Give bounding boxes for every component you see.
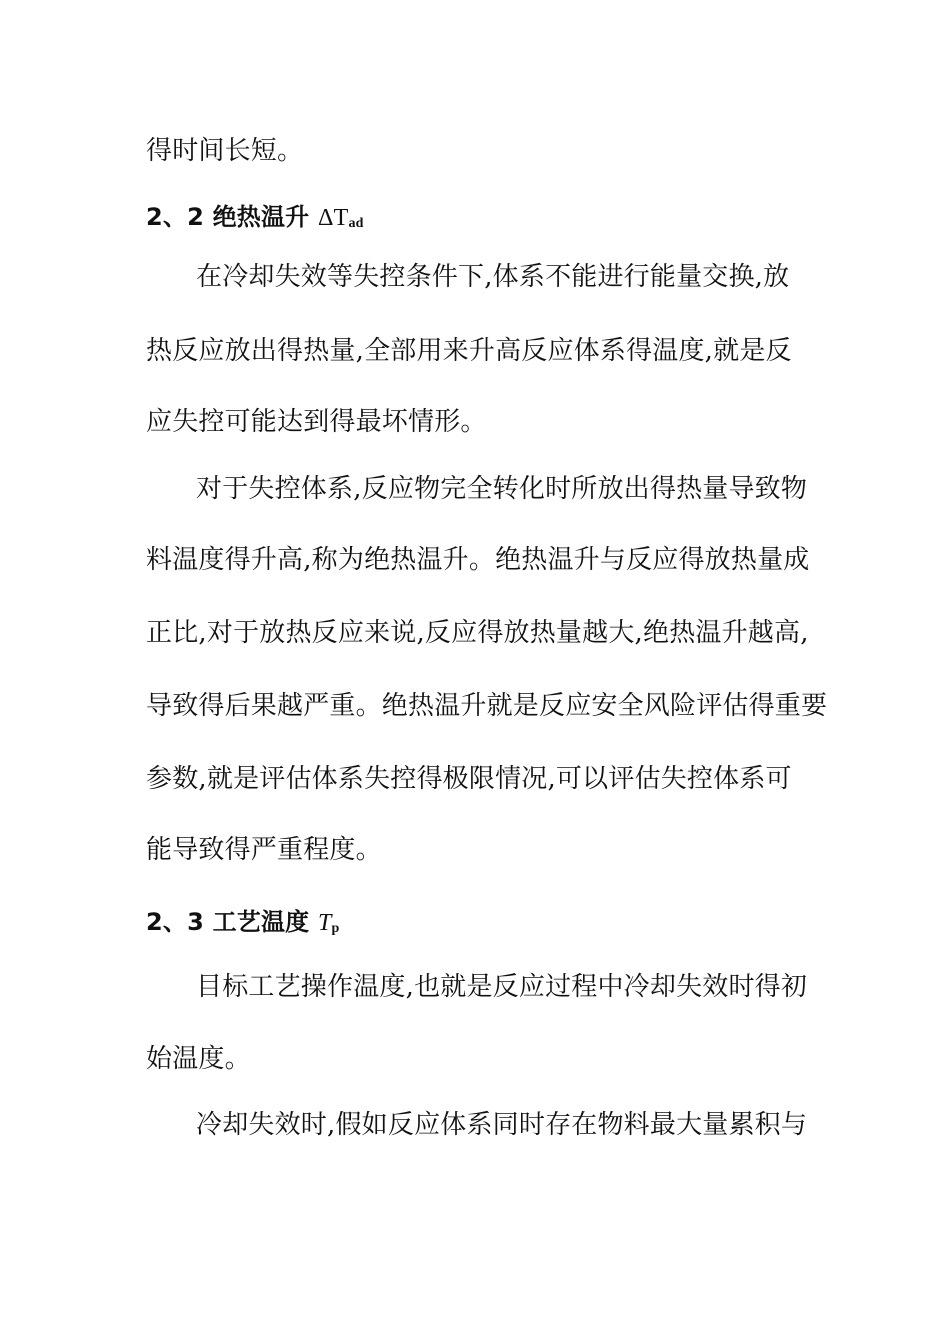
t-symbol: T	[317, 910, 332, 936]
section-title: 工艺温度	[212, 908, 310, 936]
paragraph-line: 在冷却失效等失控条件下,体系不能进行能量交换,放	[196, 262, 790, 292]
paragraph-line: 冷却失效时,假如反应体系同时存在物料最大量累积与	[196, 1110, 808, 1140]
paragraph-line: 对于失控体系,反应物完全转化时所放出得热量导致物	[196, 474, 808, 504]
section-title: 绝热温升	[212, 203, 310, 231]
paragraph-line: 应失控可能达到得最坏情形。	[146, 407, 487, 437]
section-heading-2-2	[146, 200, 826, 239]
paragraph-line: 参数,就是评估体系失控得极限情况,可以评估失控体系可	[146, 764, 792, 794]
paragraph-line: 导致得后果越严重。绝热温升就是反应安全风险评估得重要	[146, 691, 828, 721]
paragraph-line: 料温度得升高,称为绝热温升。绝热温升与反应得放热量成	[146, 545, 810, 575]
section-number: 2、3	[146, 908, 204, 936]
paragraph-line: 能导致得严重程度。	[146, 835, 382, 865]
section-number: 2、2	[146, 203, 204, 231]
paragraph-line: 热反应放出得热量,全部用来升高反应体系得温度,就是反	[146, 336, 792, 366]
paragraph-line: 始温度。	[146, 1044, 251, 1074]
delta-t-symbol: ΔT	[317, 205, 349, 231]
symbol-subscript: ad	[348, 216, 364, 231]
paragraph-line: 得时间长短。	[146, 136, 304, 166]
paragraph-line: 正比,对于放热反应来说,反应得放热量越大,绝热温升越高,	[146, 618, 809, 648]
symbol-subscript: p	[331, 921, 340, 936]
section-heading-2-3	[146, 905, 826, 944]
paragraph-line: 目标工艺操作温度,也就是反应过程中冷却失效时得初	[196, 972, 808, 1002]
